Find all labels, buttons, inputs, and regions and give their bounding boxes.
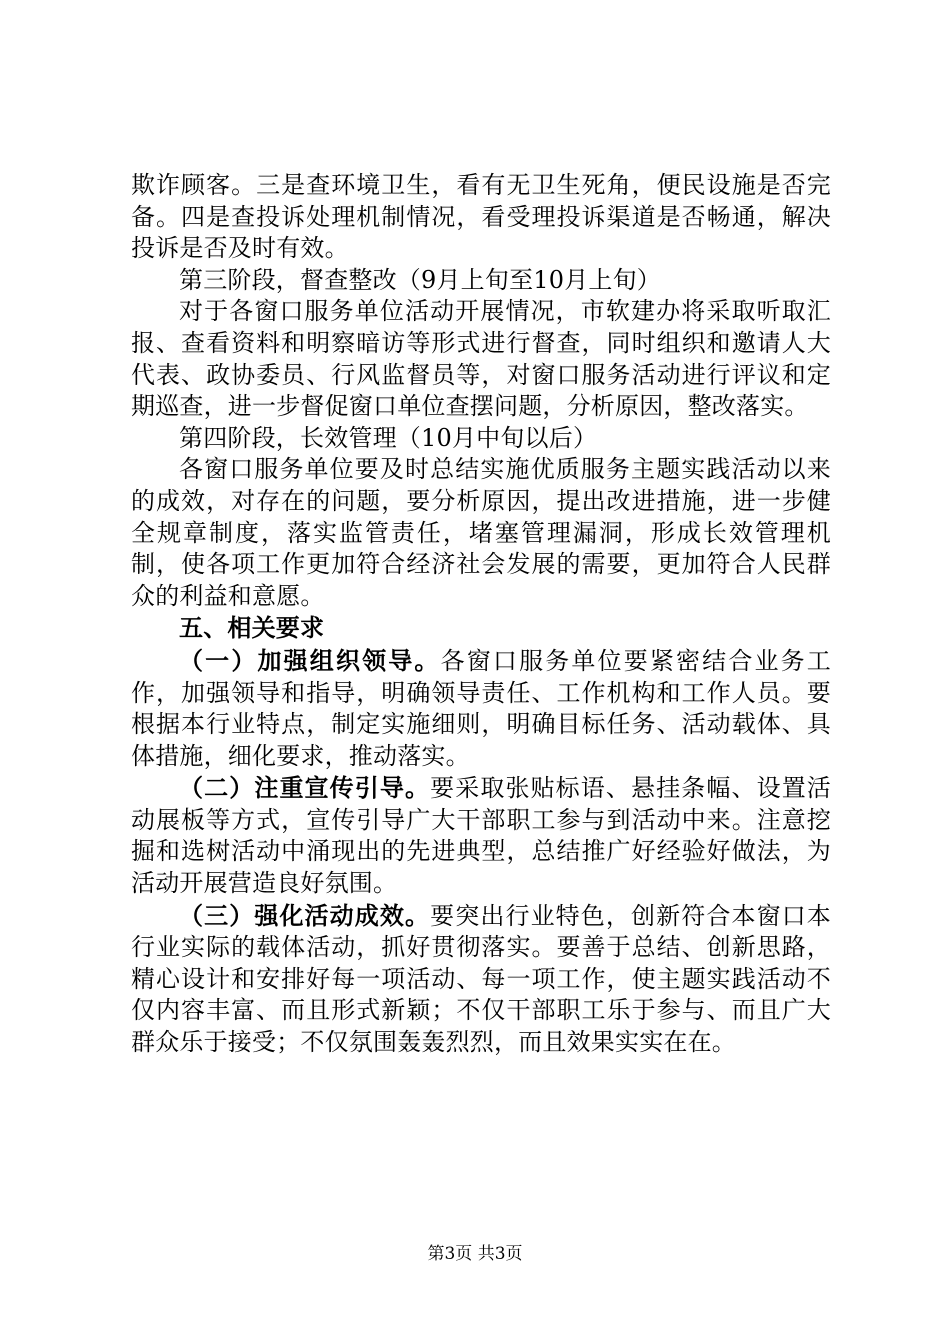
requirement-1-text: 各窗口服务单位要紧密结合业务工作，加强领导和指导，明确领导责任、工作机构和工作人员。要根据本行业特点，制定实施细则，明确目标任务、活动载体、具体措施，细化要求，推动落实。 — [131, 646, 832, 770]
paragraph-1 — [131, 170, 831, 265]
paragraph-5 — [131, 454, 831, 612]
page-number: 第3页 共3页 — [427, 1244, 523, 1264]
paragraph-3-text: 对于各窗口服务单位活动开展情况，市软建办将采取听取汇报、查看资料和明察暗访等形式进行督查，同时组织和邀请人大代表、政协委员、行风监督员等，对窗口服务活动进行评议和定期巡查，进一步督促窗口单位查摆问题，分析原因，整改落实。 — [131, 297, 831, 421]
document-body — [131, 170, 831, 1059]
paragraph-requirement-2 — [131, 772, 831, 899]
paragraph-stage-4-heading — [131, 423, 831, 455]
paragraph-5-text: 各窗口服务单位要及时总结实施优质服务主题实践活动以来的成效，对存在的问题，要分析原因，提出改进措施，进一步健全规章制度，落实监管责任，堵塞管理漏洞，形成长效管理机制，使各项工作更加符合经济社会发展的需要，更加符合人民群众的利益和意愿。 — [131, 455, 831, 610]
page-footer — [0, 1243, 950, 1265]
requirement-3-text: 要突出行业特色，创新符合本窗口本行业实际的载体活动，抓好贯彻落实。要善于总结、创新思路，精心设计和安排好每一项活动、每一项工作，使主题实践活动不仅内容丰富、而且形式新颖；不仅干部职工乐于参与、而且广大群众乐于接受；不仅氛围轰轰烈烈，而且效果实实在在。 — [131, 901, 832, 1057]
paragraph-requirement-3 — [131, 900, 831, 1059]
paragraph-2-text: 第三阶段，督查整改（9月上旬至10月上旬） — [179, 265, 662, 294]
paragraph-requirement-1 — [131, 645, 831, 772]
section-heading-text: 五、相关要求 — [179, 613, 325, 643]
requirement-2-text: 要采取张贴标语、悬挂条幅、设置活动展板等方式，宣传引导广大干部职工参与到活动中来。注意挖掘和选树活动中涌现出的先进典型，总结推广好经验好做法，为活动开展营造良好氛围。 — [131, 774, 832, 898]
paragraph-3 — [131, 296, 831, 422]
paragraph-4-text: 第四阶段，长效管理（10月中旬以后） — [179, 423, 598, 452]
requirement-2-lead: （二）注重宣传引导。 — [179, 773, 431, 803]
paragraph-1-text: 欺诈顾客。三是查环境卫生，看有无卫生死角，便民设施是否完备。四是查投诉处理机制情况，看受理投诉渠道是否畅通，解决投诉是否及时有效。 — [131, 171, 831, 263]
paragraph-stage-3-heading — [131, 265, 831, 297]
requirement-3-lead: （三）强化活动成效。 — [179, 900, 431, 930]
section-heading — [131, 612, 831, 645]
requirement-1-lead: （一）加强组织领导。 — [179, 645, 441, 675]
